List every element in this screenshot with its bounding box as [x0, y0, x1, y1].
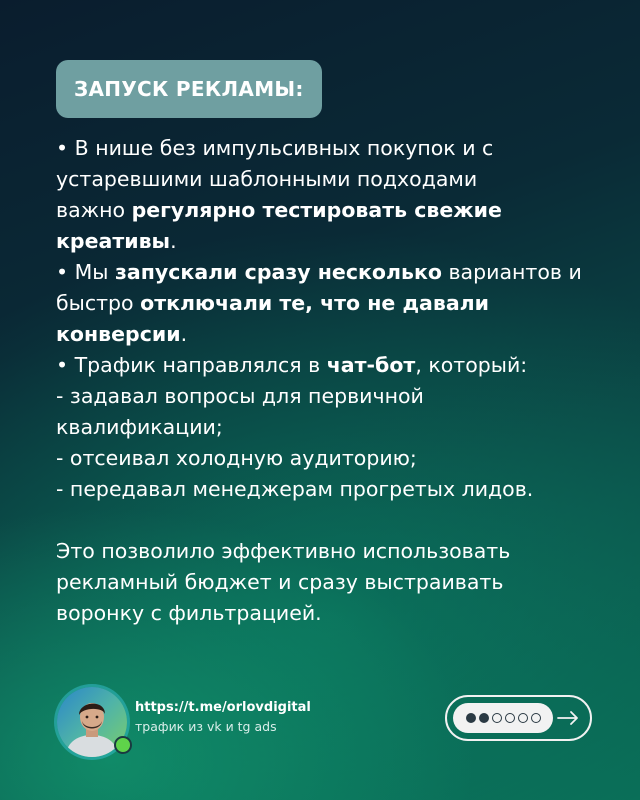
body-line — [56, 350, 626, 381]
online-status-dot — [114, 736, 132, 754]
body-line — [56, 567, 626, 598]
body-text: , который: — [415, 353, 528, 377]
pagination-dots — [453, 703, 553, 733]
pagination-dot — [492, 713, 502, 723]
body-text: воронку с фильтрацией. — [56, 601, 322, 625]
body-text: квалификации; — [56, 415, 223, 439]
profile-tagline: трафик из vk и tg ads — [135, 719, 277, 734]
body-text: рекламный бюджет и сразу выстраивать — [56, 570, 504, 594]
body-bold-text: запускали сразу несколько — [115, 260, 442, 284]
body-bold-text: чат-бот — [326, 353, 416, 377]
pagination-dot — [518, 713, 528, 723]
body-bold-text: отключали те, что не давали — [140, 291, 490, 315]
pagination-dot — [531, 713, 541, 723]
body-line — [56, 598, 626, 629]
body-bold-text: конверсии — [56, 322, 181, 346]
body-line — [56, 195, 626, 226]
body-text: - передавал менеджерам прогретых лидов. — [56, 477, 534, 501]
profile-link[interactable]: https://t.me/orlovdigital — [135, 700, 311, 715]
body-line — [56, 319, 626, 350]
pagination-dot — [505, 713, 515, 723]
next-slide-button[interactable] — [445, 695, 592, 741]
body-text: . — [180, 322, 188, 346]
body-text: Это позволило эффективно использовать — [56, 539, 511, 563]
body-text: устаревшими шаблонными подходами — [56, 167, 478, 191]
body-text: - отсеивал холодную аудиторию; — [56, 446, 417, 470]
body-line — [56, 257, 626, 288]
body-text: • Трафик направлялся в — [56, 353, 327, 377]
slide-title: ЗАПУСК РЕКЛАМЫ: — [56, 60, 322, 118]
body-line — [56, 133, 626, 164]
body-text: . — [170, 229, 177, 253]
body-text: • Мы — [56, 260, 115, 284]
pagination-dot-active — [479, 713, 489, 723]
body-line — [56, 381, 626, 412]
body-text: важно — [56, 198, 132, 222]
paragraph-gap — [56, 505, 626, 536]
slide-body — [56, 133, 626, 629]
body-line — [56, 443, 626, 474]
body-line — [56, 536, 626, 567]
body-line — [56, 288, 626, 319]
body-text: быстро — [56, 291, 141, 315]
body-line — [56, 412, 626, 443]
body-bold-text: креативы — [56, 229, 171, 253]
pagination-dot-active — [466, 713, 476, 723]
arrow-right-icon — [556, 706, 580, 730]
body-line — [56, 164, 626, 195]
body-text: • В нише без импульсивных покупок и с — [56, 136, 494, 160]
body-line — [56, 474, 626, 505]
body-line — [56, 226, 626, 257]
body-text: вариантов и — [441, 260, 582, 284]
body-bold-text: регулярно тестировать свежие — [131, 198, 502, 222]
body-text: - задавал вопросы для первичной — [56, 384, 424, 408]
